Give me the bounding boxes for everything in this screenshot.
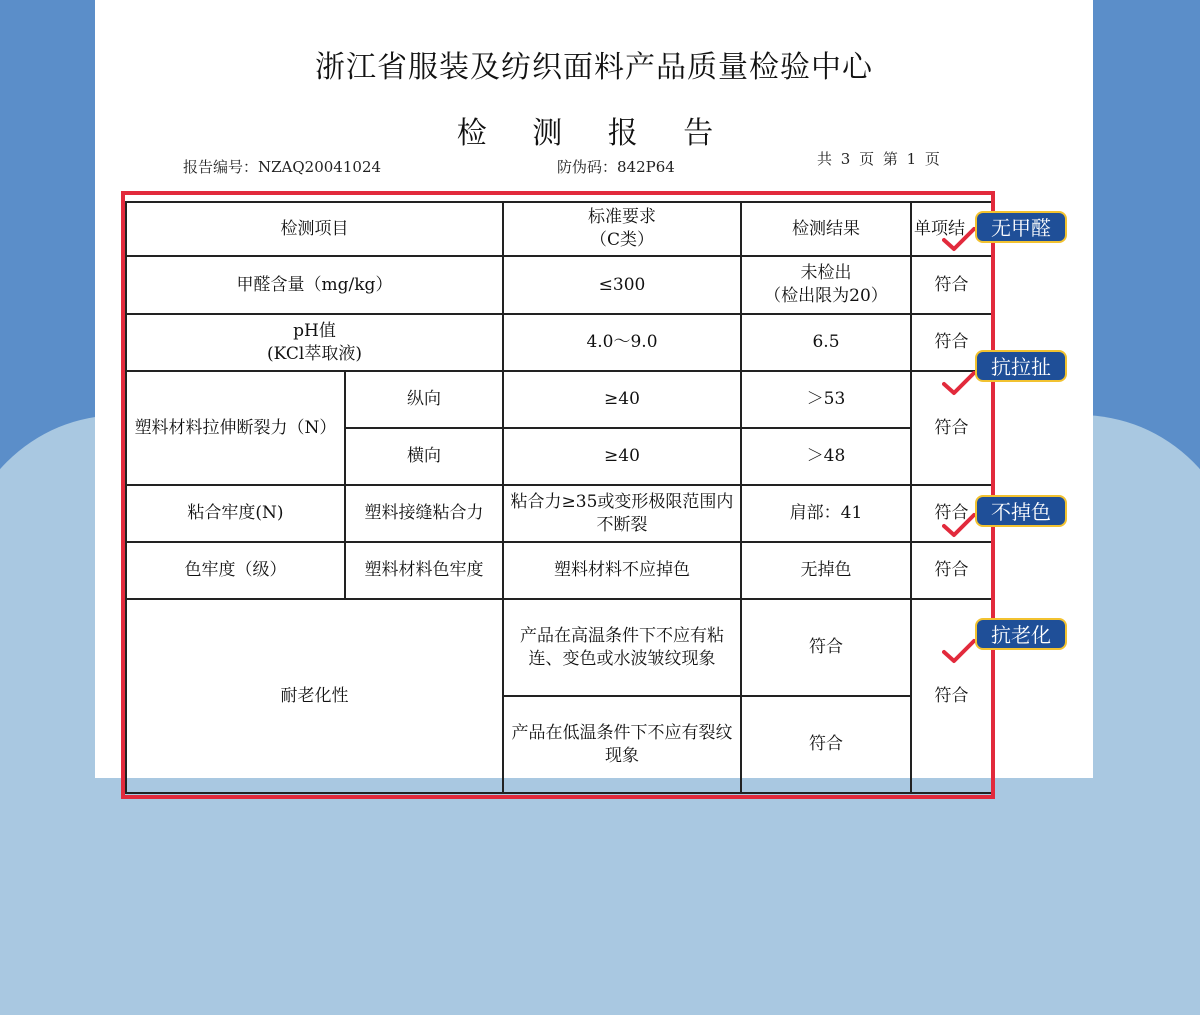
colorfast-item: 色牢度（级） [126, 542, 345, 599]
header-result: 检测结果 [741, 202, 911, 256]
tensile-result-longitudinal: ＞53 [741, 371, 911, 428]
check-mark-icon [942, 512, 976, 538]
ph-standard: 4.0～9.0 [503, 314, 741, 371]
tag-anti-aging: 抗老化 [975, 618, 1067, 650]
header-standard-line2: （C类） [589, 230, 654, 250]
aging-standard-low-temp: 产品在低温条件下不应有裂纹现象 [503, 696, 741, 793]
formaldehyde-item: 甲醛含量（mg/kg） [126, 256, 503, 314]
page-info: 共 3 页 第 1 页 [817, 150, 942, 168]
aging-verdict: 符合 [911, 599, 991, 793]
check-mark-icon [942, 226, 976, 252]
aging-result-low-temp: 符合 [741, 696, 911, 793]
aging-result-high-temp: 符合 [741, 599, 911, 696]
document-title: 浙江省服装及纺织面料产品质量检验中心 [315, 50, 873, 85]
adhesion-item: 粘合牢度(N) [126, 485, 345, 542]
aging-item: 耐老化性 [126, 599, 503, 793]
ph-result: 6.5 [741, 314, 911, 371]
adhesion-verdict: 符合 [911, 485, 991, 542]
formaldehyde-result-line1: 未检出 [800, 263, 852, 283]
ph-item-line2: (KCl萃取液) [267, 343, 362, 364]
header-item: 检测项目 [126, 202, 503, 256]
check-mark-icon [942, 370, 976, 396]
adhesion-sub: 塑料接缝粘合力 [345, 485, 503, 542]
ph-verdict: 符合 [911, 314, 991, 371]
tensile-sub-longitudinal: 纵向 [345, 371, 503, 428]
adhesion-standard: 粘合力≥35或变形极限范围内不断裂 [503, 485, 741, 542]
aging-standard-high-temp: 产品在高温条件下不应有粘连、变色或水波皱纹现象 [503, 599, 741, 696]
check-mark-icon [942, 638, 976, 664]
colorfast-standard: 塑料材料不应掉色 [503, 542, 741, 599]
anti-fake-code: 防伪码：842P64 [557, 158, 675, 176]
tensile-verdict: 符合 [911, 371, 991, 485]
tag-tear-resistant: 抗拉扯 [975, 350, 1067, 382]
tag-formaldehyde-free: 无甲醛 [975, 211, 1067, 243]
tensile-result-transverse: ＞48 [741, 428, 911, 485]
colorfast-result: 无掉色 [741, 542, 911, 599]
tensile-sub-transverse: 横向 [345, 428, 503, 485]
colorfast-sub: 塑料材料色牢度 [345, 542, 503, 599]
colorfast-verdict: 符合 [911, 542, 991, 599]
formaldehyde-verdict: 符合 [911, 256, 991, 314]
formaldehyde-result-line2: （检出限为20） [764, 286, 888, 306]
tensile-standard-transverse: ≥40 [503, 428, 741, 485]
tensile-standard-longitudinal: ≥40 [503, 371, 741, 428]
ph-item-line1: pH值 [293, 320, 336, 341]
document-subtitle: 检 测 报 告 [456, 116, 732, 151]
formaldehyde-standard: ≤300 [503, 256, 741, 314]
report-number: 报告编号：NZAQ20041024 [183, 158, 382, 176]
adhesion-result: 肩部：41 [741, 485, 911, 542]
highlight-frame [121, 191, 995, 799]
tag-no-fading: 不掉色 [975, 495, 1067, 527]
tensile-item: 塑料材料拉伸断裂力（N） [126, 371, 345, 485]
header-verdict: 单项结 [911, 202, 991, 256]
header-standard-line1: 标准要求 [588, 207, 656, 227]
